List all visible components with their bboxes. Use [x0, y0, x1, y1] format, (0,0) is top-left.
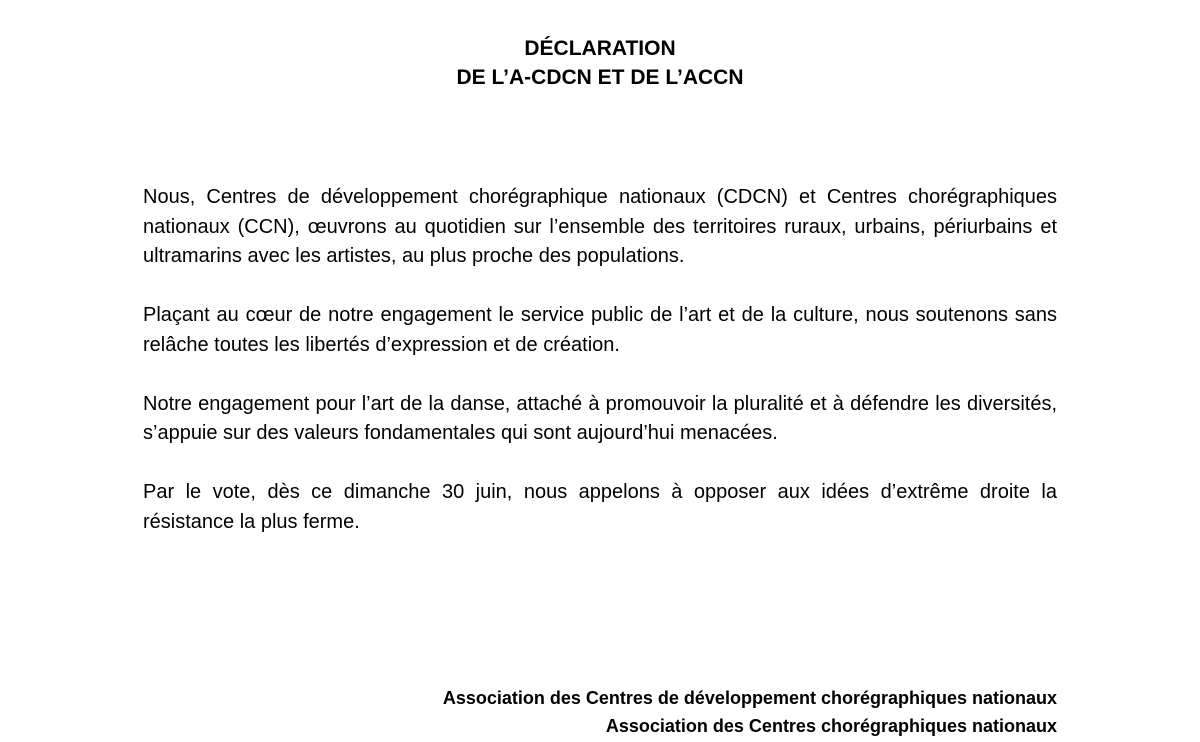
paragraph-2: Plaçant au cœur de notre engagement le service public de l’art et de la culture, nous soutenons sans relâche toutes les libertés d’expression et de création. — [143, 304, 1057, 356]
document-title — [0, 34, 1200, 92]
signatory-2: Association des Centres chorégraphiques nationaux — [605, 716, 1057, 736]
title-line-1: DÉCLARATION — [524, 37, 676, 60]
signature-block — [443, 684, 1057, 740]
title-line-2: DE L’A-CDCN ET DE L’ACCN — [456, 66, 744, 89]
paragraph-3: Notre engagement pour l’art de la danse, attaché à promouvoir la pluralité et à défendre les diversités, s’appuie sur des valeurs fondamentales qui sont aujourd’hui menacées. — [143, 392, 1057, 444]
paragraph-4: Par le vote, dès ce dimanche 30 juin, nous appelons à opposer aux idées d’extrême droite la résistance la plus ferme. — [143, 481, 1057, 533]
paragraph-1: Nous, Centres de développement chorégraphique nationaux (CDCN) et Centres chorégraphiques nationaux (CCN), œuvrons au quotidien sur l’ensemble des territoires ruraux, urbains, périurbains et ultramarins avec les artistes, au plus proche des populations. — [143, 186, 1057, 267]
signatory-1: Association des Centres de développement chorégraphiques nationaux — [442, 688, 1057, 708]
document-body — [143, 183, 1057, 567]
